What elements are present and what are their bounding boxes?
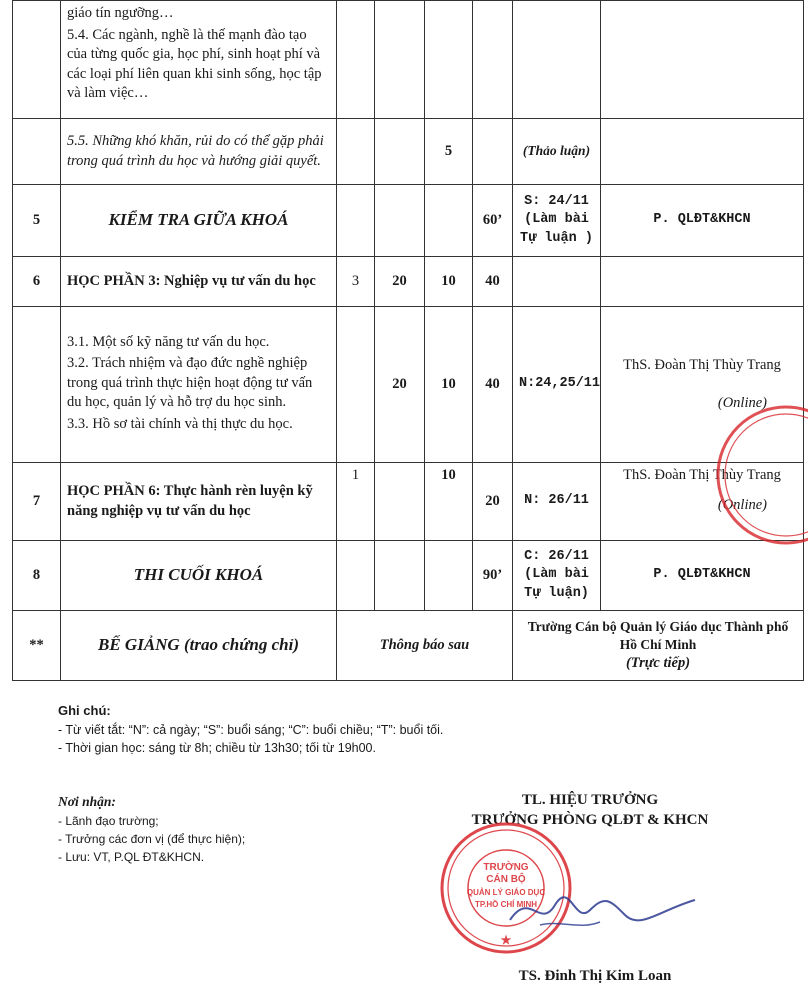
recipients-heading: Nơi nhận: — [58, 794, 116, 809]
partial-seal — [706, 400, 808, 550]
lecturer-name: ThS. Đoàn Thị Thùy Trang — [623, 356, 781, 373]
notes-line: - Thời gian học: sáng từ 8h; chiều từ 13h30; tối từ 19h00. — [58, 740, 376, 755]
total-hours: 40 — [473, 257, 513, 307]
table-row — [13, 463, 804, 541]
session-title: KIỂM TRA GIỮA KHOÁ — [61, 185, 337, 257]
lecturer-mode: (Online) — [717, 394, 767, 411]
practice-hours: 10 — [425, 463, 473, 541]
practice-hours: 5 — [425, 119, 473, 185]
module-title: HỌC PHẦN 3: Nghiệp vụ tư vấn du học — [61, 257, 337, 307]
row-number: ** — [13, 611, 61, 681]
notes-section — [58, 702, 443, 757]
table-row — [13, 1, 804, 119]
row-number: 8 — [13, 541, 61, 611]
signature-line: TL. HIỆU TRƯỞNG — [521, 792, 659, 808]
credits: 1 — [337, 463, 375, 541]
practice-hours: 10 — [425, 257, 473, 307]
notes-line: - Từ viết tắt: “N”: cả ngày; “S”: buổi sáng; “C”: buổi chiều; “T”: buổi tối. — [58, 722, 444, 737]
time-cell: N:24,25/11 — [513, 307, 601, 463]
recipients-section — [58, 792, 245, 866]
recipient-item: - Trưởng các đơn vị (để thực hiện); — [58, 832, 246, 847]
recipient-item: - Lưu: VT, P.QL ĐT&KHCN. — [58, 850, 205, 865]
venue-name: Trường Cán bộ Quản lý Giáo dục Thành phố Hồ Chí Minh — [527, 618, 789, 652]
table-row — [13, 307, 804, 463]
total-hours: 90’ — [473, 541, 513, 611]
total-hours: 60’ — [473, 185, 513, 257]
credits: 3 — [337, 257, 375, 307]
session-title: THI CUỐI KHOÁ — [61, 541, 337, 611]
lecturer-mode: (Online) — [717, 496, 767, 513]
notes-heading: Ghi chú: — [58, 703, 111, 718]
time-cell: C: 26/11 (Làm bài Tự luận) — [513, 541, 601, 611]
content-item: 3.3. Hồ sơ tài chính và thị thực du học. — [67, 415, 293, 432]
practice-hours: 10 — [425, 307, 473, 463]
star-icon: ★ — [500, 933, 512, 947]
content-item: 3.2. Trách nhiệm và đạo đức nghề nghiệp trong quá trình thực hiện hoạt động tư vấn du học, quản lý và hỗ trợ du học sinh. — [67, 355, 313, 411]
row-number: 5 — [13, 185, 61, 257]
venue-cell — [513, 611, 804, 681]
time-cell: N: 26/11 — [513, 463, 601, 541]
table-row — [13, 611, 804, 681]
module-title: HỌC PHẦN 6: Thực hành rèn luyện kỹ năng nghiệp vụ tư vấn du học — [61, 463, 337, 541]
content-item: 3.1. Một số kỹ năng tư vấn du học. — [67, 333, 270, 350]
table-row — [13, 119, 804, 185]
total-hours: 40 — [473, 307, 513, 463]
content-cell: 5.5. Những khó khăn, rủi do có thể gặp phải trong quá trình du học và hướng giải quyết. — [61, 119, 337, 185]
row-number: 6 — [13, 257, 61, 307]
seal-text: QUẢN LÝ GIÁO DỤC — [466, 888, 546, 897]
time-cell: (Thảo luận) — [513, 119, 601, 185]
content-line: giáo tín ngưỡng… — [67, 5, 174, 21]
content-line: 5.4. Các ngành, nghề là thế mạnh đào tạo của từng quốc gia, học phí, sinh hoạt phí và các loại phí liên quan khi sinh sống, học tập và làm việc… — [67, 26, 322, 102]
content-cell — [61, 307, 337, 463]
table-row — [13, 541, 804, 611]
session-title: BẾ GIẢNG (trao chứng chỉ) — [61, 611, 337, 681]
seal-text: CÁN BỘ — [486, 874, 526, 885]
seal-text: TP.HỒ CHÍ MINH — [474, 900, 538, 909]
notice-cell: Thông báo sau — [337, 611, 513, 681]
venue-mode: (Trực tiếp) — [625, 654, 691, 671]
content-cell — [61, 1, 337, 119]
table-row — [13, 185, 804, 257]
total-hours: 20 — [473, 463, 513, 541]
theory-hours: 20 — [375, 307, 425, 463]
lecturer-cell: P. QLĐT&KHCN — [601, 185, 804, 257]
lecturer-name: ThS. Đoàn Thị Thùy Trang — [623, 467, 781, 483]
signature-scribble — [500, 880, 700, 940]
recipient-item: - Lãnh đạo trường; — [58, 814, 159, 829]
theory-hours: 20 — [375, 257, 425, 307]
lecturer-cell: P. QLĐT&KHCN — [601, 541, 804, 611]
time-cell: S: 24/11 (Làm bài Tự luận ) — [513, 185, 601, 257]
schedule-table — [12, 0, 804, 681]
row-number: 7 — [13, 463, 61, 541]
signer-name: TS. Đinh Thị Kim Loan — [518, 968, 672, 984]
seal-text: TRƯỜNG — [483, 862, 529, 873]
table-row — [13, 257, 804, 307]
signature-line: TRƯỞNG PHÒNG QLĐT & KHCN — [471, 812, 709, 829]
